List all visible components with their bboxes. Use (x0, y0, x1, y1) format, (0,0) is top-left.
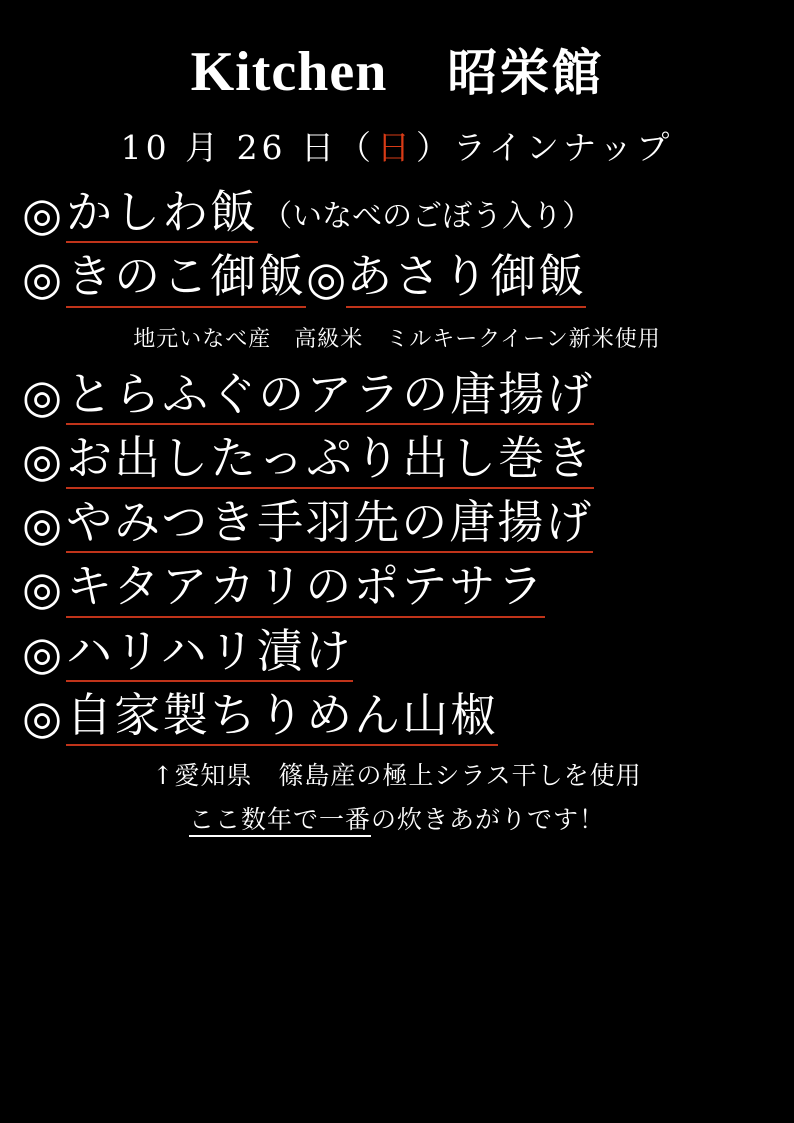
title-english: Kitchen (190, 41, 388, 103)
menu-item (22, 495, 772, 553)
menu-item (22, 249, 772, 307)
paren-close: ） (416, 128, 454, 167)
menu-item-note: （いなべのごぼう入り） (262, 199, 593, 234)
menu-item (22, 431, 772, 489)
title-japanese: 昭栄館 (447, 43, 604, 102)
menu-item-name: かしわ飯 (66, 185, 258, 243)
bullet-icon: ◎ (306, 253, 347, 305)
menu-item-name: お出したっぷり出し巻き (66, 431, 594, 489)
bullet-icon: ◎ (22, 189, 63, 240)
date-line (0, 122, 794, 169)
menu-item-name: やみつき手羽先の唐揚げ (66, 495, 593, 553)
menu-item (22, 367, 772, 425)
bullet-icon: ◎ (22, 563, 63, 615)
date-text: 10 月 26 日 (120, 128, 339, 167)
bullet-icon: ◎ (22, 627, 63, 679)
bullet-icon: ◎ (22, 499, 63, 551)
footer-note-rest: の炊きあがりです！ (371, 805, 606, 835)
weekday-text: 日 (377, 128, 415, 167)
menu-item-name: きのこ御飯 (66, 249, 306, 307)
menu-item (22, 559, 772, 617)
menu-item (22, 185, 772, 243)
footer-note-shirasu: ↑愛知県 篠島産の極上シラス干しを使用 (152, 761, 642, 791)
menu-item (22, 688, 772, 746)
paren-open: （ (338, 128, 376, 167)
menu-list (0, 185, 794, 746)
menu-item-name: キタアカリのポテサラ (66, 559, 545, 617)
menu-item-name: ハリハリ漬け (66, 624, 353, 682)
lineup-label: ラインナップ (453, 128, 674, 167)
bullet-icon: ◎ (22, 253, 63, 305)
rice-note: 地元いなべ産 高級米 ミルキークイーン新米使用 (133, 326, 661, 352)
menu-item-name-secondary: あさり御飯 (346, 249, 586, 307)
menu-item (22, 624, 772, 682)
footer-note-rice-quality (0, 800, 794, 836)
menu-item-name: とらふぐのアラの唐揚げ (66, 367, 594, 425)
bullet-icon: ◎ (22, 370, 63, 422)
menu-item-name: 自家製ちりめん山椒 (66, 688, 498, 746)
footer-note-emphasis: ここ数年で一番 (189, 805, 371, 837)
footer-notes (0, 756, 794, 836)
bullet-icon: ◎ (22, 434, 63, 486)
bullet-icon: ◎ (22, 691, 63, 743)
poster-title (0, 0, 794, 103)
